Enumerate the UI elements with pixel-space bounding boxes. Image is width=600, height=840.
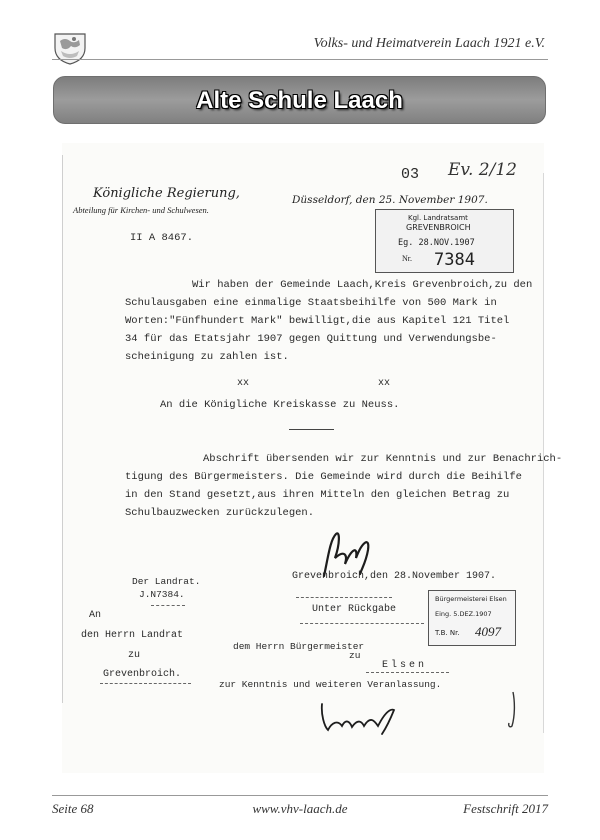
to-city: Grevenbroich. [103, 669, 182, 680]
header-divider [52, 59, 548, 60]
letter-sender-department: Abteilung für Kirchen- und Schulwesen. [73, 205, 209, 215]
body-line-1: Wir haben der Gemeinde Laach,Kreis Grevenbroich,zu den [192, 279, 533, 291]
title-banner [53, 76, 546, 124]
body-line-3: Worten:"Fünfhundert Mark" bewilligt,die aus Kapitel 121 Titel [125, 315, 510, 327]
landrat-place-date: Grevenbroich,den 28.November 1907. [292, 571, 497, 582]
mayor-zu: zu [349, 650, 361, 661]
stamp2-line3: T.B. Nr. [435, 629, 460, 637]
letter-place-date: Düsseldorf, den 25. November 1907. [292, 194, 488, 206]
banner-title: Alte Schule Laach [196, 87, 403, 114]
separator-mark-2: xx [378, 378, 391, 389]
stamp-line1: Kgl. Landratsamt [408, 214, 468, 222]
letter-file-ref: II A 8467. [130, 232, 194, 244]
to-recipient: den Herrn Landrat [81, 630, 184, 641]
section-divider [289, 429, 334, 430]
closing-line: zur Kenntnis und weiteren Veranlassung. [219, 679, 442, 690]
return-rule-top [296, 597, 392, 598]
to-city-underline [100, 683, 191, 684]
landrat-title: Der Landrat. [132, 576, 201, 587]
mayor-city: Elsen [382, 660, 428, 671]
letter-top-number: 03 [401, 166, 420, 183]
footer-divider [52, 795, 548, 796]
mayor-city-underline [366, 672, 449, 673]
mayor-receipt-stamp [428, 590, 516, 646]
footer-edition: Festschrift 2017 [463, 801, 548, 816]
notice-line-2: tigung des Bürgermeisters. Die Gemeinde wird durch die Beihilfe [125, 471, 522, 483]
notice-line-1: Abschrift übersenden wir zur Kenntnis und zur Benachrich- [203, 453, 563, 465]
landrat-ref: J.N7384. [139, 589, 185, 600]
separator-mark-1: xx [237, 378, 250, 389]
return-rule-bottom [300, 623, 424, 624]
letter-top-handwriting: Ev. 2/12 [448, 160, 517, 180]
stamp-nr-label: Nr. [402, 254, 412, 263]
stamp2-number: 4097 [475, 624, 501, 639]
receipt-stamp [375, 209, 514, 273]
stamp2-line1: Bürgermeisterei Elsen [435, 595, 507, 603]
body-line-5: scheinigung zu zahlen ist. [125, 351, 289, 363]
header-title: Volks- und Heimatverein Laach 1921 e.V. [313, 36, 545, 51]
to-zu: zu [128, 650, 141, 661]
ref-underline [151, 605, 185, 606]
footer-page-number: Seite 68 [52, 801, 94, 816]
body-line-4: 34 für das Etatsjahr 1907 gegen Quittung und Verwendungsbe- [125, 333, 497, 345]
stamp-date: Eg. 28.NOV.1907 [398, 238, 475, 248]
margin-mark [506, 690, 520, 730]
scan-edge-left [62, 155, 63, 703]
footer-website: www.vhv-laach.de [252, 801, 348, 816]
stamp-line2: GREVENBROICH [406, 223, 471, 232]
letter-sender: Königliche Regierung, [93, 186, 240, 201]
recipient-kreiskasse: An die Königliche Kreiskasse zu Neuss. [160, 399, 400, 411]
stamp-number: 7384 [434, 250, 475, 270]
return-note: Unter Rückgabe [312, 604, 397, 615]
body-line-2: Schulausgaben eine einmalige Staatsbeihilfe von 500 Mark in [125, 297, 497, 309]
stamp2-line2: Eing. 5.DEZ.1907 [435, 610, 492, 618]
notice-line-3: in den Stand gesetzt,aus ihren Mitteln den gleichen Betrag zu [125, 489, 510, 501]
mayor-recipient: dem Herrn Bürgermeister [233, 641, 365, 652]
notice-line-4: Schulbauzwecken zurückzulegen. [125, 507, 315, 519]
to-label: An [89, 610, 102, 621]
handwritten-signature-2 [316, 700, 400, 736]
